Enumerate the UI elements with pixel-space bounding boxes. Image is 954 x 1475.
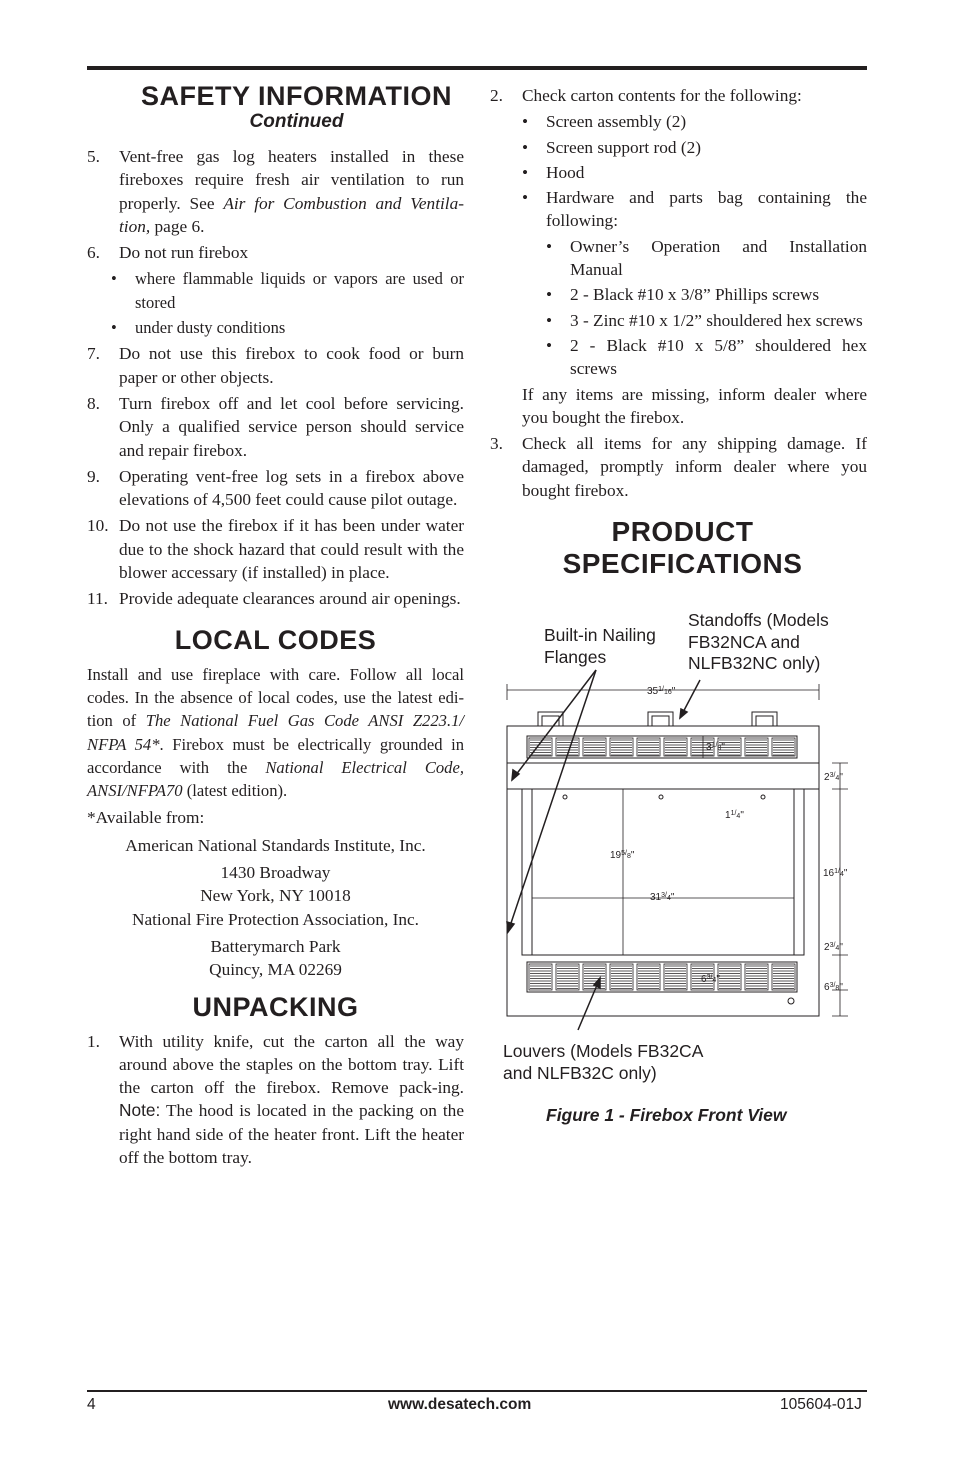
bottom-rule xyxy=(87,1390,867,1392)
address-park: Batterymarch Park xyxy=(210,936,341,956)
dim-louver: $6^3/_4$" xyxy=(701,974,720,985)
safety-subheading: Continued xyxy=(249,111,344,132)
dim-lower-right: $2^3/_4$" xyxy=(824,942,843,953)
louver-group xyxy=(583,738,606,756)
bag-item: • 2 - Black #10 x 5/8” shouldered hex screws xyxy=(546,335,867,379)
left-column xyxy=(87,78,464,1172)
dim-inner-top: $1^1/_4$" xyxy=(725,810,744,821)
top-rule xyxy=(87,66,867,70)
dim-top-right: $2^3/_4$" xyxy=(824,772,843,783)
page-number: 4 xyxy=(87,1396,96,1413)
firebox-opening xyxy=(532,789,794,955)
contents-item: • Screen support rod (2) xyxy=(522,137,702,157)
safety-item-7: 7. Do not use this firebox to cook food or burn paper or other objects. xyxy=(87,344,464,387)
dim-inner-width: $31^3/_4$" xyxy=(650,892,675,903)
unpacking-item-1: 1. With utility knife, cut the carton all the way around above the staples on the bottom tray. Lift the carton off the firebox. Remove pack-ing. Note: The hood is located in the packing on the right hand side of the heater front. Lift the heater off the bottom tray. xyxy=(87,1031,464,1167)
hood xyxy=(507,763,819,789)
louver-group xyxy=(637,738,660,756)
standoff-right xyxy=(752,712,777,726)
dim-overall-width: $35^1/_{16}$" xyxy=(647,686,676,697)
safety-heading: SAFETY INFORMATION xyxy=(141,81,452,111)
document-code: 105604-01J xyxy=(780,1396,862,1413)
safety-item-8: 8. Turn firebox off and let cool before servicing. Only a qualified service person should service and repair firebox. xyxy=(87,393,464,460)
missing-items-note: If any items are missing, inform dealer where you bought the firebox. xyxy=(522,384,867,427)
address-street: 1430 Broadway xyxy=(220,863,331,883)
safety-item-5: 5. Vent-free gas log heaters installed in these fireboxes require fresh air ventilation to run properly. See Air for Combustion and Ventila-tion, page 6. xyxy=(87,147,464,236)
address-city: New York, NY 10018 xyxy=(200,886,351,906)
available-from: *Available from: xyxy=(87,808,205,828)
louver-group xyxy=(664,738,687,756)
unpacking-item-2: 2. Check carton contents for the following: xyxy=(490,86,802,105)
bag-item: • Owner’s Operation and Installation Manual xyxy=(546,236,867,280)
safety-item-11: 11. Provide adequate clearances around air openings. xyxy=(87,589,461,609)
safety-item-6: 6. Do not run firebox xyxy=(87,243,249,263)
bag-item: • 3 - Zinc #10 x 1/2” shouldered hex screws xyxy=(546,310,863,330)
website-url[interactable]: www.desatech.com xyxy=(388,1396,532,1413)
safety-item-6-bullet: • where flammable liquids or vapors are used or stored xyxy=(111,269,464,312)
dim-height: $19^5/_8$" xyxy=(610,850,635,861)
contents-item: • Hood xyxy=(522,162,585,182)
callout-louvers: Louvers (Models FB32CA and NLFB32C only) xyxy=(503,1041,704,1083)
local-codes-heading: LOCAL CODES xyxy=(174,624,377,655)
product-heading-line2: SPECIFICATIONS xyxy=(562,548,803,580)
address-ansi: American National Standards Institute, Inc. xyxy=(125,835,426,855)
bag-item: • 2 - Black #10 x 3/8” Phillips screws xyxy=(546,285,820,305)
callout-standoffs: Standoffs (Models FB32NCA and NLFB32NC only) xyxy=(688,610,829,673)
address-quincy: Quincy, MA 02269 xyxy=(209,960,342,980)
contents-item: • Hardware and parts bag containing the following: xyxy=(522,188,867,231)
safety-item-10: 10. Do not use the firebox if it has been under water due to the shock hazard that could result with the blower accessary (if installed) in place. xyxy=(87,516,464,583)
unpacking-item-3: 3. Check all items for any shipping damage. If damaged, promptly inform dealer where you bought firebox. xyxy=(490,434,867,500)
unpacking-heading: UNPACKING xyxy=(192,991,359,1022)
dim-standoff: $3^1/_8$" xyxy=(706,742,725,753)
dim-right-height: $16^1/_4$" xyxy=(823,868,848,879)
dim-bottom-right: $6^3/_8$" xyxy=(824,982,843,993)
firebox-front-view-diagram xyxy=(490,660,860,1040)
callout-nailing-flanges: Built-in Nailing Flanges xyxy=(544,625,656,667)
right-column xyxy=(490,84,867,580)
address-nfpa: National Fire Protection Association, Inc. xyxy=(131,909,419,929)
louver-group xyxy=(610,738,633,756)
standoff-center xyxy=(648,712,673,726)
safety-item-6-bullet: • under dusty conditions xyxy=(111,318,286,338)
product-heading-line1: PRODUCT xyxy=(611,516,754,548)
local-codes-paragraph: Install and use fireplace with care. Follow all local codes. In the absence of local codes, use the latest edi-tion of The National Fuel Gas Code ANSI Z223.1/ NFPA 54*. Firebox must be electrically grounded in accordance with the National Electrical Code, ANSI/NFPA70 (latest edition). xyxy=(87,664,464,801)
safety-item-9: 9. Operating vent-free log sets in a firebox above elevations of 4,500 feet could cause pilot outage. xyxy=(87,466,464,510)
figure-caption: Figure 1 - Firebox Front View xyxy=(546,1105,787,1125)
contents-item: • Screen assembly (2) xyxy=(522,112,687,132)
louver-group xyxy=(772,738,795,756)
louver-group xyxy=(745,738,768,756)
